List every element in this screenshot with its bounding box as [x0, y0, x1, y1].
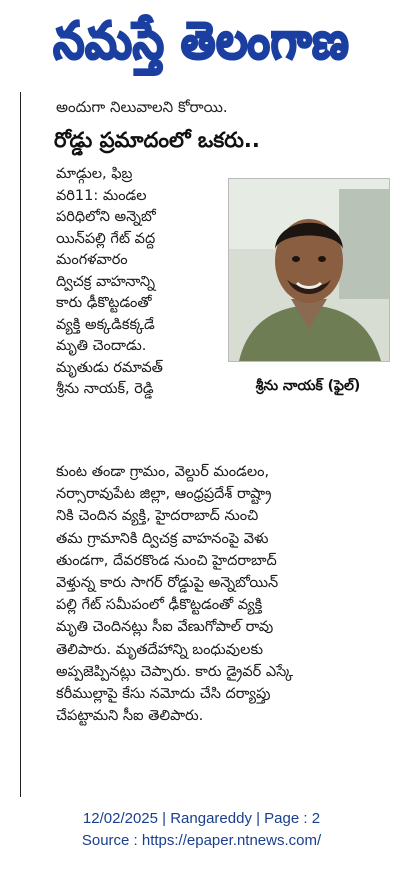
body-line: చేపట్టామని సీఐ తెలిపారు. — [56, 708, 204, 725]
body-line: యిన్‌పల్లి గేట్ వద్ద — [56, 230, 156, 247]
body-line: కుంట తండా గ్రామం, వెల్దుర్ మండలం, — [56, 464, 270, 480]
article-headline: రోడ్డు ప్రమాదంలో ఒకరు.. — [54, 128, 260, 152]
body-line: తెలిపారు. మృతదేహాన్ని బంధువులకు — [56, 641, 264, 658]
photo-caption: శ్రీను నాయక్ (ఫైల్) — [255, 378, 361, 394]
previous-article-fragment: అందుగా నిలువాలని కోరాయి. — [56, 98, 228, 114]
body-line: వ్యక్తి అక్కడికక్కడే — [56, 316, 155, 333]
body-line: నికి చెందిన వ్యక్తి, హైదరాబాద్ నుంచి — [56, 508, 259, 525]
column-rule — [20, 92, 21, 797]
body-line: మృతి చెందాడు. — [56, 338, 147, 354]
body-line: శ్రీను నాయక్, రెడ్డి — [56, 381, 154, 397]
body-line: మృతుడు రమావత్ — [56, 359, 163, 376]
footer-source: Source : https://epaper.ntnews.com/ — [81, 832, 322, 849]
body-line: పల్లి గేట్ సమీపంలో ఢీకొట్టడంతో వ్యక్తి — [56, 597, 263, 614]
body-line: నర్సారావుపేట జిల్లా, ఆంధ్రప్రదేశ్ రాష్ట్రా — [56, 486, 272, 503]
masthead-title: నమస్తే తెలంగాణ — [53, 12, 350, 71]
body-line: కారు ఢీకొట్టడంతో — [56, 295, 152, 311]
body-line: కరీముల్లాపై కేసు నమోదు చేసి దర్యాప్తు — [56, 686, 271, 703]
body-line: వెళ్తున్న కారు సాగర్ రోడ్డుపై అన్నెబోయిన్ — [56, 575, 279, 592]
body-line: మాడ్గుల, ఫిబ్ర — [56, 166, 133, 182]
footer-date-edition: 12/02/2025 | Rangareddy | Page : 2 — [82, 810, 321, 827]
person-photo-illustration — [229, 179, 389, 361]
body-line: మంగళవారం — [56, 252, 128, 268]
article-body-narrow — [56, 164, 218, 401]
body-line: వరి11: మండల — [56, 187, 147, 204]
masthead — [6, 2, 397, 82]
body-line: పరిధిలోని అన్నెబో — [56, 209, 156, 225]
body-line: మృతి చెందినట్లు సీఐ వేణుగోపాల్ రావు — [56, 619, 274, 636]
body-line: తుండగా, దేవరకొండ నుంచి హైదరాబాద్ — [56, 552, 277, 569]
body-line: అప్పజెప్పినట్లు చెప్పారు. కారు డ్రైవర్ ఎస్కే — [56, 663, 294, 680]
body-line: తమ గ్రామానికి ద్విచక్ర వాహనంపై వెళు — [56, 530, 269, 547]
article-body-wide — [56, 461, 386, 727]
person-photo — [228, 178, 390, 362]
body-line: ద్విచక్ర వాహనాన్ని — [56, 273, 155, 290]
